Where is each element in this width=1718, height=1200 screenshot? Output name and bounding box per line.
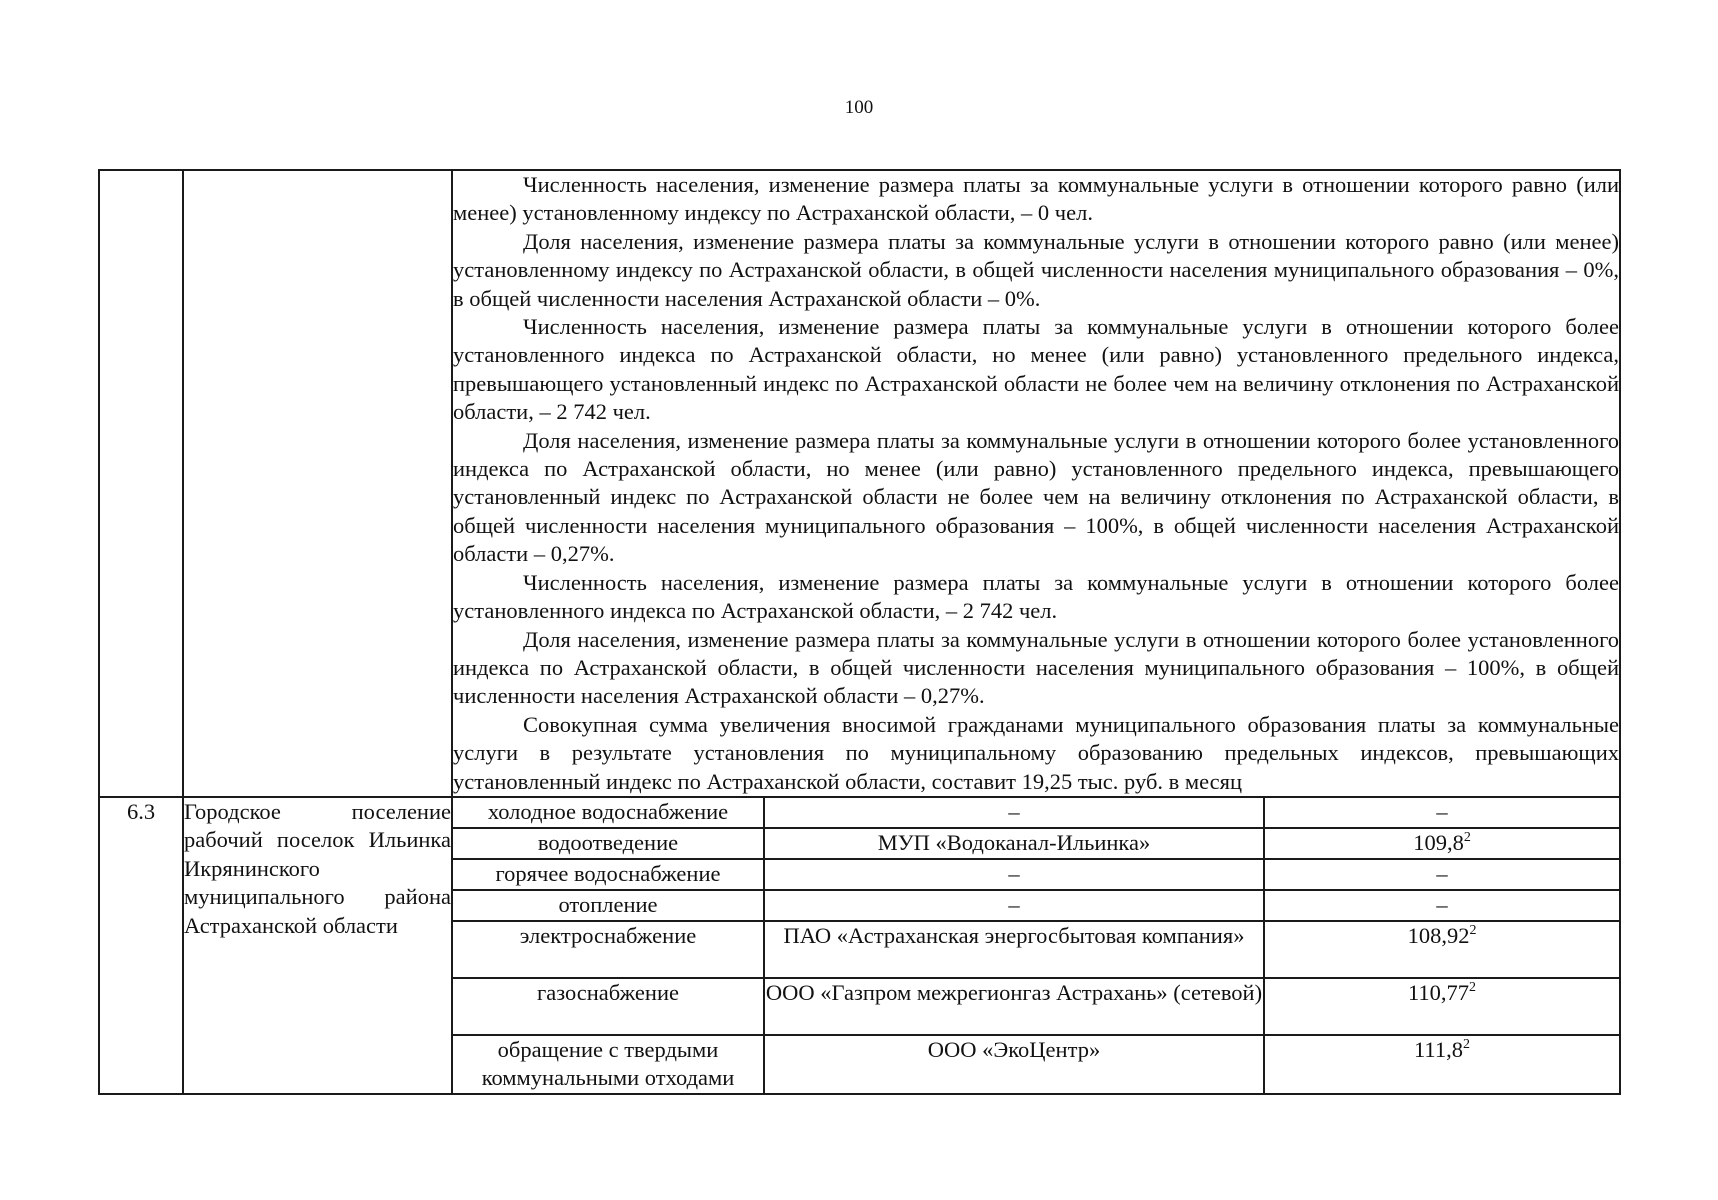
service-name: водоотведение xyxy=(452,828,764,859)
service-name: холодное водоснабжение xyxy=(452,797,764,828)
text-paragraph: Численность населения, изменение размера платы за коммунальные услуги в отношении которого более установленного индекса по Астраханской области, – 2 742 чел. xyxy=(453,569,1620,624)
section-number: 6.3 xyxy=(99,797,183,1094)
service-name: электроснабжение xyxy=(452,921,764,978)
footnote-mark: 2 xyxy=(1469,979,1477,995)
service-name: газоснабжение xyxy=(452,978,764,1035)
text-paragraph: Численность населения, изменение размера платы за коммунальные услуги в отношении которого более установленного индекса по Астраханской области, но менее (или равно) установленного предельного индекса, превышающего установленный индекс по Астраханской области не более чем на величину отклонения по Астраханской области, – 2 742 чел. xyxy=(453,314,1620,425)
footnote-mark: 2 xyxy=(1463,829,1471,845)
continuation-text-cell xyxy=(452,170,1620,797)
text-paragraph: Доля населения, изменение размера платы за коммунальные услуги в отношении которого более установленного индекса по Астраханской области, в общей численности населения муниципального образования – 100%, в общей численности населения Астраханской области – 0,27%. xyxy=(453,626,1620,709)
service-row xyxy=(99,797,1620,828)
page-number: 100 xyxy=(844,97,874,118)
index-value: 111,8$^2$ xyxy=(1264,1035,1620,1094)
index-value: 110,77$^2$ xyxy=(1264,978,1620,1035)
service-name: горячее водоснабжение xyxy=(452,859,764,890)
organization-name: ООО «ЭкоЦентр» xyxy=(764,1035,1264,1094)
continuation-number-cell xyxy=(99,170,183,797)
organization-name: – xyxy=(764,797,1264,828)
organization-name: ООО «Газпром межрегионгаз Астрахань» (сетевой) xyxy=(764,978,1264,1035)
organization-name: – xyxy=(764,859,1264,890)
text-paragraph: Доля населения, изменение размера платы за коммунальные услуги в отношении которого более установленного индекса по Астраханской области, но менее (или равно) установленного предельного индекса, превышающего установленный индекс по Астраханской области не более чем на величину отклонения по Астраханской области, в общей численности населения муниципального образования – 100%, в общей численности населения Астраханской области – 0,27%. xyxy=(453,427,1620,567)
section-name-cell xyxy=(183,797,452,1094)
index-value: – xyxy=(1264,797,1620,828)
continuation-row xyxy=(99,170,1620,797)
organization-name: МУП «Водоканал-Ильинка» xyxy=(764,828,1264,859)
text-paragraph: Совокупная сумма увеличения вносимой гражданами муниципального образования платы за коммунальные услуги в результате установления по муниципальному образованию предельных индексов, превышающих установленный индекс по Астраханской области, составит 19,25 тыс. руб. в месяц xyxy=(453,711,1620,794)
index-value: – xyxy=(1264,890,1620,921)
text-paragraph: Численность населения, изменение размера платы за коммунальные услуги в отношении которого равно (или менее) установленному индексу по Астраханской области, – 0 чел. xyxy=(453,172,1620,226)
service-name: обращение с твердыми коммунальными отходами xyxy=(452,1035,764,1094)
organization-name: – xyxy=(764,890,1264,921)
service-name: отопление xyxy=(452,890,764,921)
section-name: Городское поселение рабочий поселок Ильинка Икрянинского муниципального района Астраханской области xyxy=(184,798,451,938)
index-value: – xyxy=(1264,859,1620,890)
continuation-name-cell xyxy=(183,170,452,797)
index-value: 109,8$^2$ xyxy=(1264,828,1620,859)
organization-name: ПАО «Астраханская энергосбытовая компания» xyxy=(764,921,1264,978)
text-paragraph: Доля населения, изменение размера платы за коммунальные услуги в отношении которого равно (или менее) установленному индексу по Астраханской области, в общей численности населения муниципального образования – 0%, в общей численности населения Астраханской области – 0%. xyxy=(453,228,1620,311)
tariff-table xyxy=(98,169,1621,1095)
footnote-mark: 2 xyxy=(1469,922,1477,938)
footnote-mark: 2 xyxy=(1462,1036,1470,1052)
index-value: 108,92$^2$ xyxy=(1264,921,1620,978)
